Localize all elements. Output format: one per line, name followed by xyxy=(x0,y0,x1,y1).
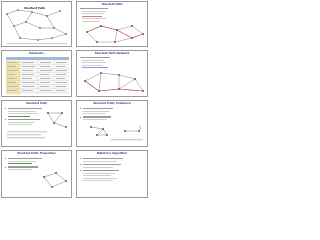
slide-4 xyxy=(76,50,148,97)
slide-8-text-line xyxy=(83,178,117,179)
slide-5-title: Shortest Path xyxy=(26,101,47,105)
slide-8-bullet xyxy=(80,158,81,159)
slide-7-graph xyxy=(2,151,72,198)
slide-6 xyxy=(76,100,148,147)
slide-8-text-line xyxy=(83,180,113,181)
slide-3-title: Networks xyxy=(29,51,44,55)
slide-3-table xyxy=(2,51,72,97)
slide-8-bullet xyxy=(80,164,81,165)
slide-1-title: Shortest Path xyxy=(24,6,45,10)
slide-5-diagram xyxy=(2,101,72,147)
slide-5 xyxy=(1,100,72,147)
slide-7 xyxy=(1,150,72,198)
slide-2 xyxy=(76,1,148,47)
slide-1-graph xyxy=(2,2,72,47)
slide-7-title: Shortest Path: Properties xyxy=(17,151,56,155)
slide-8-text-line xyxy=(83,170,119,171)
slide-8-text-line xyxy=(83,164,121,165)
slide-6-diagram xyxy=(77,101,148,147)
slide-8-title: Dijkstra's Algorithm xyxy=(96,151,128,155)
slide-8-text-line xyxy=(83,175,111,176)
slide-1 xyxy=(1,1,72,47)
slide-8-text-line xyxy=(83,158,123,159)
slide-4-graph xyxy=(77,51,148,97)
slide-3 xyxy=(1,50,72,97)
slide-8-text-line xyxy=(83,167,113,168)
slide-2-title: Shortest Path xyxy=(101,2,123,6)
slide-8-text-line xyxy=(83,173,115,174)
slide-8 xyxy=(76,150,148,198)
slide-8-text-line xyxy=(83,161,117,162)
slide-8-bullet xyxy=(80,170,81,171)
slide-4-title: Shortest Path Network xyxy=(94,51,130,55)
slide-2-graph xyxy=(77,2,148,47)
slide-6-title: Shortest Path: Existence xyxy=(93,101,131,105)
